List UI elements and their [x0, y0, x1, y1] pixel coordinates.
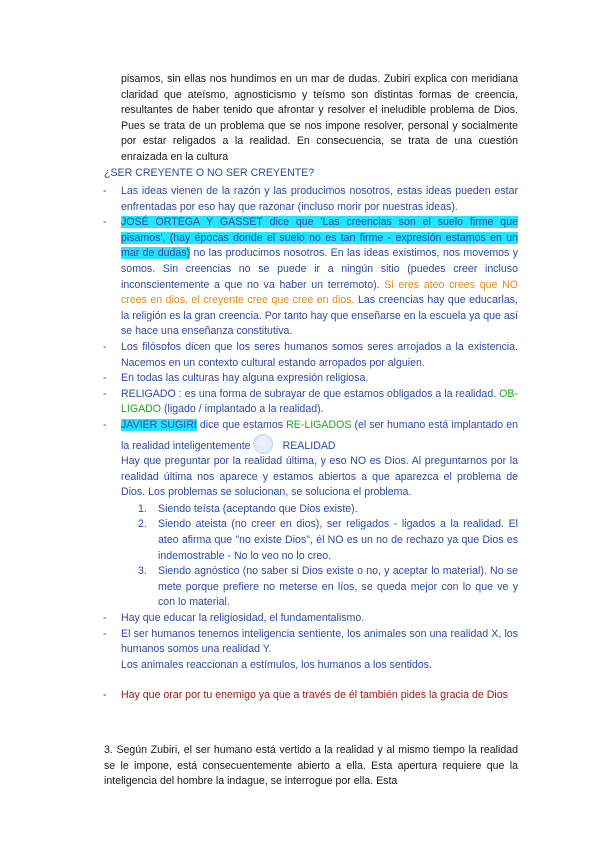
item-text: Hay que orar por tu enemigo ya que a través de él también pides la gracia de Dios	[121, 689, 508, 702]
item-text: Las ideas vienen de la razón y las producimos nosotros, estas ideas pueden estar enfrentadas por eso hay que razonar (incluso morir por nuestras ideas).	[121, 185, 518, 213]
section-3-paragraph: 3. Según Zubiri, el ser humano está vertido a la realidad y al mismo tiempo la realidad se le impone, está consecuentemente abierto a ella. Esta apertura requiere que la inteligencia del hombre la indague, se interrogue por ella. Esta	[104, 744, 518, 788]
numbered-text: Siendo ateista (no creer en dios), ser religados - ligados a la realidad. El ateo afirma que "no existe Dios", él NO es un no de rechazo ya que Dios es indemostrable - No lo veo no lo creo.	[158, 518, 518, 562]
numbered-text: Siendo agnóstico (no saber si Dios existe o no, y aceptar lo material). No se mete porque prefiere no meterse en líos, se queda mejor con lo que ve y con lo material.	[158, 565, 518, 609]
item-text: En todas las culturas hay alguna expresión religiosa.	[121, 372, 369, 385]
list-item	[103, 611, 518, 627]
item-paragraph: Hay que preguntar por la realidad última, y eso NO es Dios. Al preguntarnos por la realidad última nos aparece y estamos abiertos a que aparezca el problema de Dios. Los problemas se solucionan, se soluciona el problema.	[121, 455, 518, 499]
list-item	[103, 371, 518, 387]
intro-paragraph: pisamos, sin ellas nos hundimos en un mar de dudas. Zubiri explica con meridiana claridad que ateísmo, agnosticismo y teísmo son distintas formas de creencia, resultantes de haber tenido que afrontar y resolver el ineludible problema de Dios. Pues se trata de un problema que se nos impone resolver, personal y socialmente por estar religados a la realidad. En consecuencia, se trata de una cuestión enraizada en la cultura	[121, 73, 518, 163]
bullet-list	[103, 184, 518, 704]
highlighted-name: JAVIER SUGIRI	[121, 418, 197, 431]
item-text: Las creencias hay que educarlas, la religión es la gran creencia. Por tanto hay que enseñarse en la escuela ya que así se hace una enseñanza constitutiva.	[121, 294, 518, 338]
list-item	[103, 340, 518, 371]
dash-bullet: -	[103, 627, 107, 640]
dash-bullet: -	[103, 387, 107, 400]
list-item	[103, 688, 518, 704]
dash-bullet: -	[103, 340, 107, 353]
numbered-item	[121, 517, 518, 564]
item-text: (ligado / implantado a la realidad).	[161, 403, 324, 416]
dash-bullet: -	[103, 612, 107, 625]
orange-text: Si eres ateo crees que NO crees en dios, el creyente cree que cree en dios.	[121, 278, 518, 307]
numbered-item	[121, 564, 518, 611]
list-item	[103, 184, 518, 215]
dash-bullet: -	[103, 689, 107, 702]
dash-bullet: -	[103, 372, 107, 385]
green-text: OB-LIGADO	[121, 387, 518, 416]
section-heading: ¿SER CREYENTE O NO SER CREYENTE?	[104, 167, 315, 179]
highlighted-quote: JOSÉ ORTEGA Y GASSET dice que 'Las creencias son el suelo firme que pisamos', (hay épocas donde el suelo no es tan firme - expresión estamos en un mar de dudas)	[121, 216, 518, 260]
item-number: 1.	[138, 502, 147, 515]
numbered-list	[121, 502, 518, 611]
item-number: 2.	[138, 518, 147, 531]
list-item	[103, 418, 518, 611]
item-text: Los filósofos dicen que los seres humanos somos seres arrojados a la existencia. Nacemos en un contexto cultural estando arropados por alguien.	[121, 340, 518, 369]
list-item	[103, 215, 518, 340]
dash-bullet: -	[103, 216, 107, 229]
item-number: 3.	[138, 565, 147, 578]
item-text: El ser humanos tenemos inteligencia sentiente, los animales son una realidad X, los humanos somos una realidad Y.	[121, 627, 518, 656]
green-text: RE-LIGADOS	[286, 418, 352, 431]
item-text: (el ser humano está implantado en la realidad inteligentemente	[121, 418, 518, 452]
item-text: no las producimos nosotros. En las ideas existimos, nos movemos y somos. Sin creencias no se puede ir a ningún sitio (puedes creer incluso inconscientemente a que no va haber un terremoto).	[121, 247, 519, 291]
list-item	[103, 627, 518, 674]
item-text: Hay que educar la religiosidad, el fundamentalismo.	[121, 612, 365, 625]
dash-bullet: -	[103, 418, 107, 431]
list-item	[103, 387, 518, 418]
item-text: dice que estamos	[196, 418, 287, 431]
numbered-item	[121, 502, 518, 518]
item-text: RELIGADO : es una forma de subrayar de que estamos obligados a la realidad.	[121, 387, 500, 400]
dash-bullet: -	[103, 185, 107, 197]
circle-icon	[253, 434, 273, 454]
realidad-label: REALIDAD	[282, 439, 336, 452]
numbered-text: Siendo teísta (aceptando que Dios existe).	[158, 502, 358, 515]
item-text: Los animales reaccionan a estímulos, los humanos a los sentidos.	[121, 658, 432, 671]
